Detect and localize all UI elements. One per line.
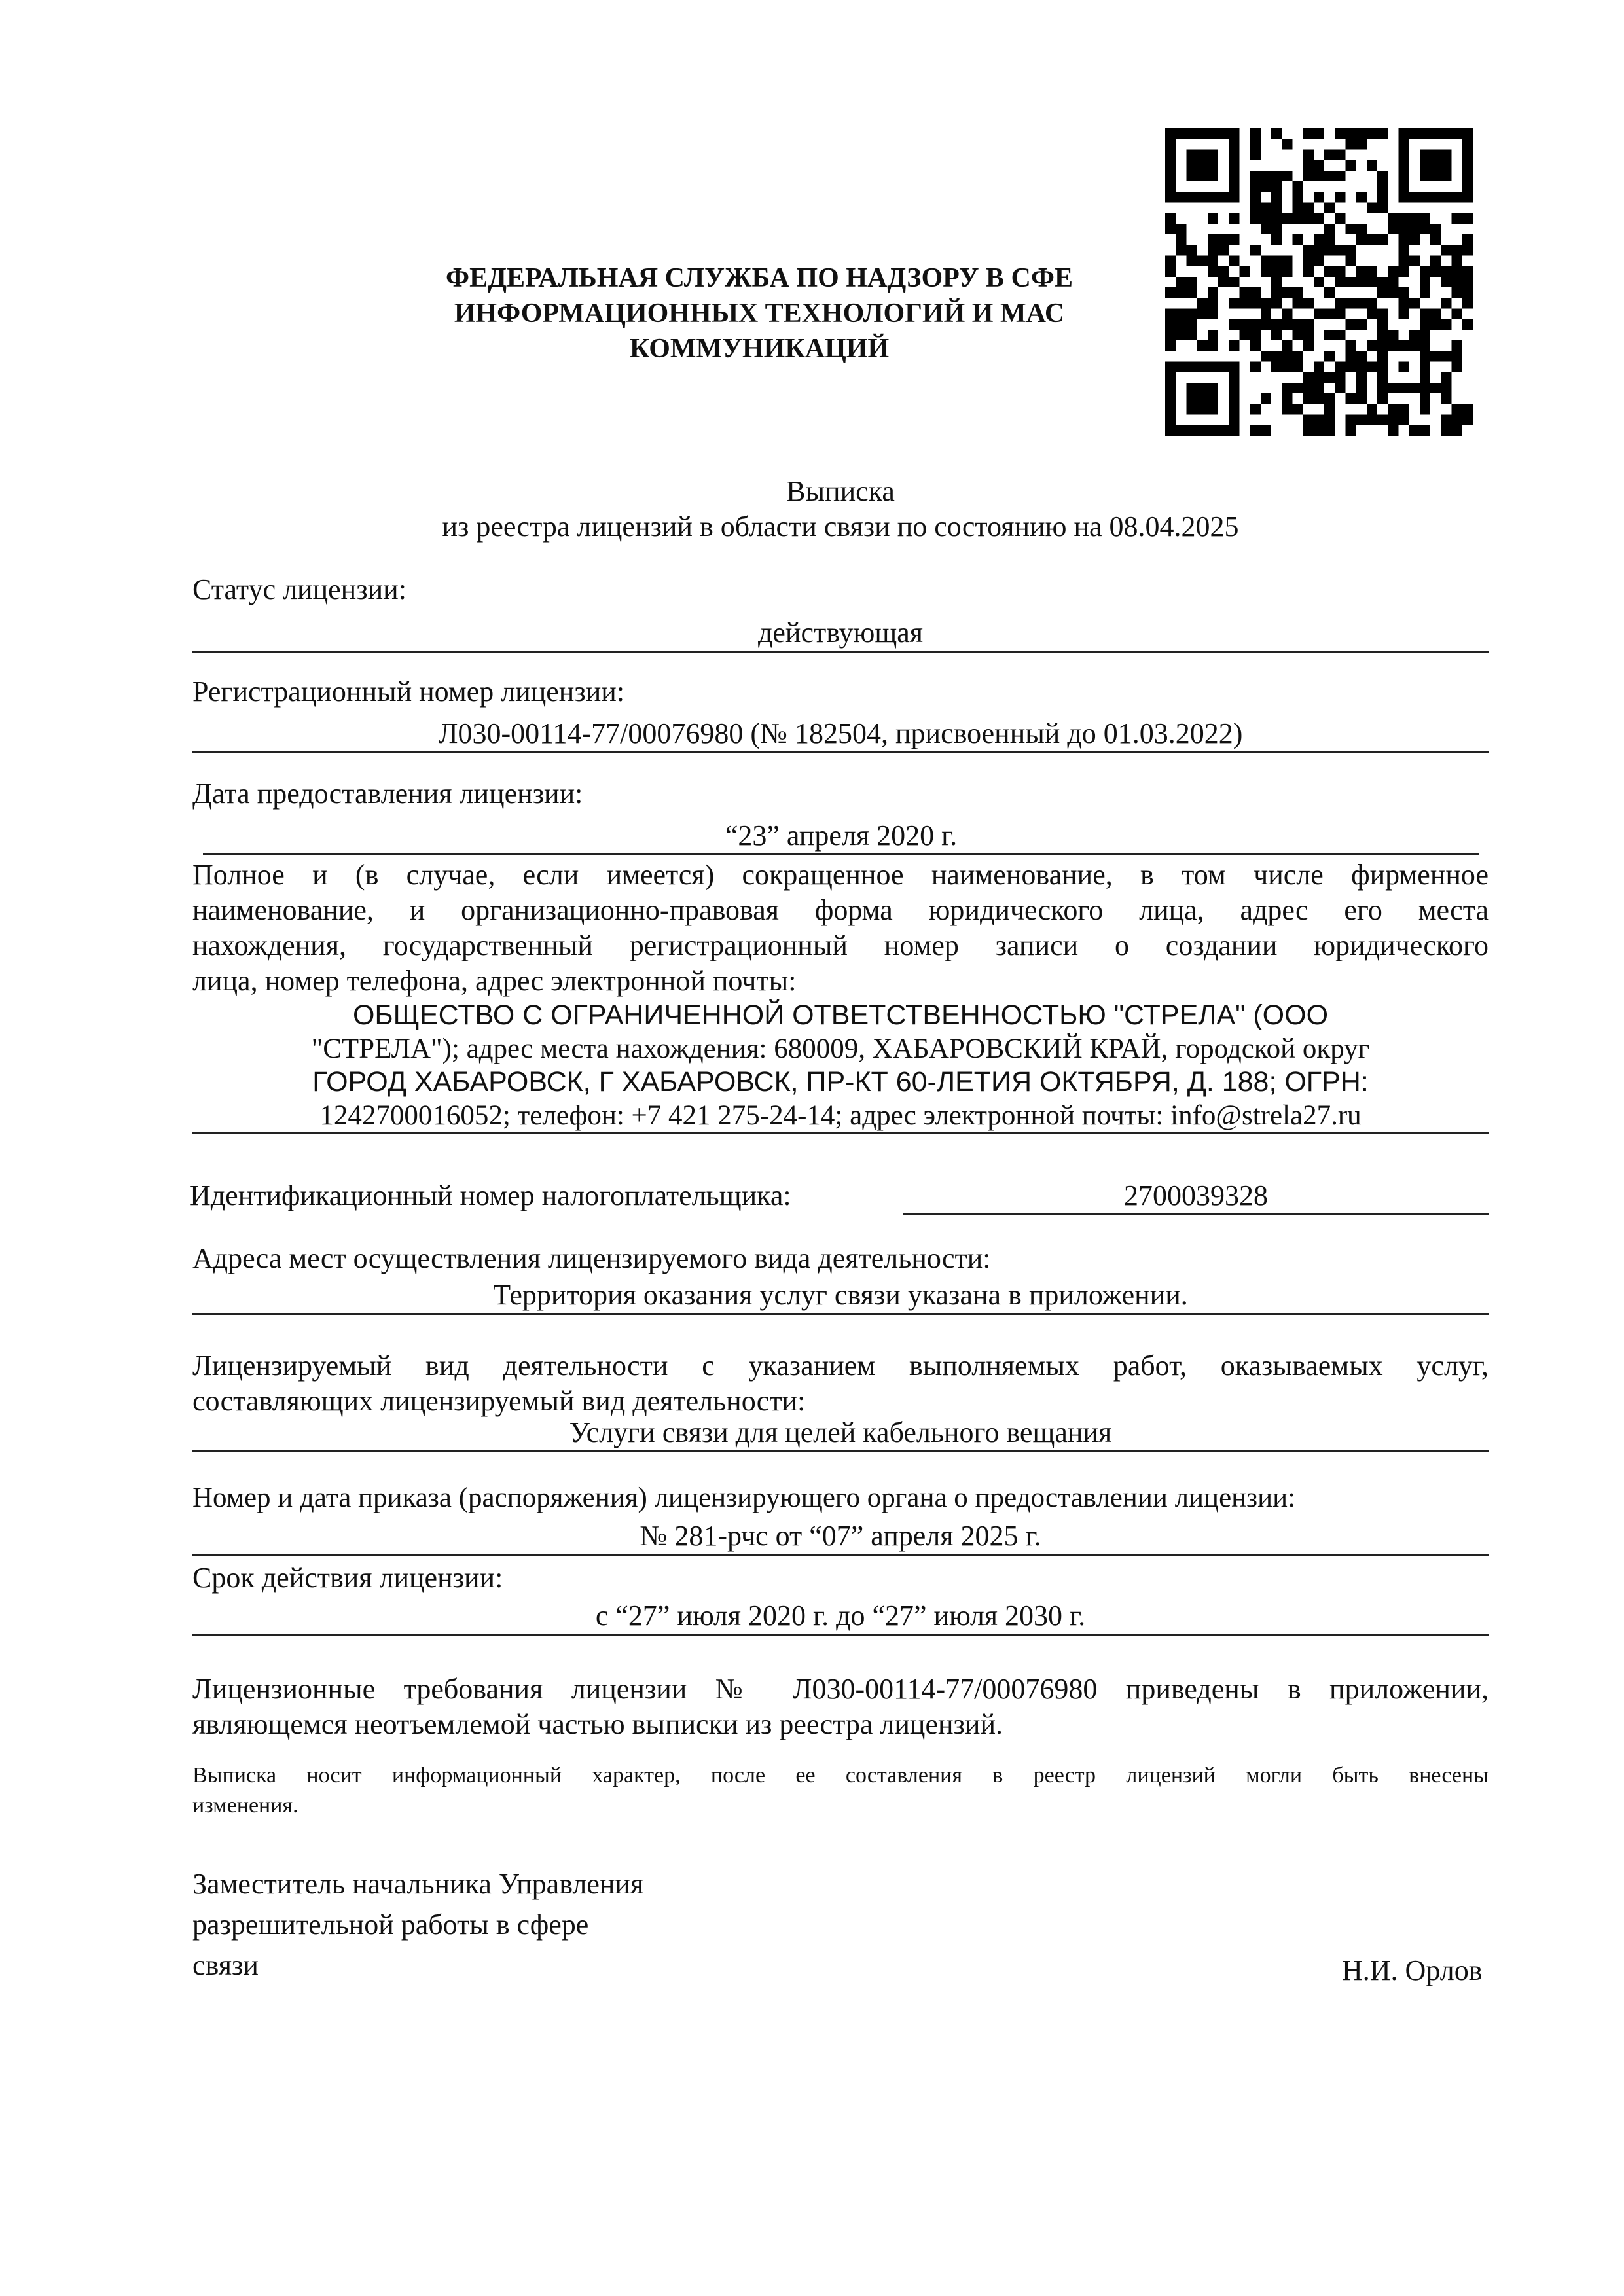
inn-value: 2700039328 [903, 1178, 1489, 1215]
note-line-1: Выписка носит информационный характер, после ее составления в реестр лицензий могли быть внесены [192, 1763, 1489, 1787]
document-subtitle: из реестра лицензий в области связи по состоянию на 08.04.2025 [442, 511, 1239, 543]
signer-position-line-3: связи [192, 1949, 259, 1981]
order-label: Номер и дата приказа (распоряжения) лицензирующего органа о предоставлении лицензии: [192, 1482, 1296, 1513]
informational-note [192, 1761, 1489, 1821]
signer-name: Н.И. Орлов [1342, 1954, 1483, 1986]
signer-position-line-1: Заместитель начальника Управления [192, 1868, 644, 1900]
org-line-3: ГОРОД ХАБАРОВСК, Г ХАБАРОВСК, ПР-КТ 60-ЛЕТИЯ ОКТЯБРЯ, Д. 188; ОГРН: [312, 1066, 1369, 1098]
agency-name [393, 260, 1126, 367]
regnum-label: Регистрационный номер лицензии: [192, 675, 625, 708]
term-label: Срок действия лицензии: [192, 1562, 503, 1594]
org-line-2: "СТРЕЛА"); адрес места нахождения: 680009, ХАБАРОВСКИЙ КРАЙ, городской округ [311, 1033, 1370, 1064]
agency-line-1: ФЕДЕРАЛЬНАЯ СЛУЖБА ПО НАДЗОРУ В СФЕ [446, 263, 1073, 293]
fullname-label [192, 857, 1489, 999]
requirements-line-1: Лицензионные требования лицензии № Л030-00114-77/00076980 приведены в приложении, [192, 1673, 1489, 1705]
term-value: с “27” июля 2020 г. до “27” июля 2030 г. [192, 1598, 1489, 1636]
agency-line-2: ИНФОРМАЦИОННЫХ ТЕХНОЛОГИЙ И МАС [454, 298, 1065, 329]
activity-value: Услуги связи для целей кабельного вещания [192, 1415, 1489, 1452]
signer-position-line-2: разрешительной работы в сфере [192, 1909, 589, 1941]
org-line-4: 1242700016052; телефон: +7 421 275-24-14; адрес электронной почты: info@strela27.ru [319, 1100, 1362, 1131]
date-label: Дата предоставления лицензии: [192, 778, 583, 810]
address-value: Территория оказания услуг связи указана в приложении. [192, 1278, 1489, 1315]
agency-line-3: КОММУНИКАЦИЙ [629, 334, 890, 364]
requirements-line-2: являющемся неотъемлемой частью выписки из реестра лицензий. [192, 1708, 1003, 1740]
fullname-label-line-3: нахождения, государственный регистрационный номер записи о создании юридического [192, 929, 1489, 961]
requirements-text [192, 1672, 1489, 1742]
document-title: Выписка [786, 475, 895, 507]
order-value: № 281-рчс от “07” апреля 2025 г. [192, 1518, 1489, 1556]
address-label: Адреса мест осуществления лицензируемого вида деятельности: [192, 1242, 991, 1274]
qr-code-icon [1165, 128, 1473, 436]
org-line-1: ОБЩЕСТВО С ОГРАНИЧЕННОЙ ОТВЕТСТВЕННОСТЬЮ "СТРЕЛА" (ООО [352, 999, 1329, 1031]
organization-details [192, 999, 1489, 1134]
note-line-2: изменения. [192, 1793, 298, 1818]
activity-label-line-1: Лицензируемый вид деятельности с указанием выполняемых работ, оказываемых услуг, [192, 1350, 1489, 1382]
activity-label [192, 1348, 1489, 1419]
date-value: “23” апреля 2020 г. [203, 818, 1479, 855]
activity-label-line-2: составляющих лицензируемый вид деятельности: [192, 1385, 806, 1417]
signer-position [192, 1864, 643, 1986]
fullname-label-line-1: Полное и (в случае, если имеется) сокращенное наименование, в том числе фирменное [192, 859, 1489, 891]
status-value: действующая [192, 615, 1489, 653]
fullname-label-line-2: наименование, и организационно-правовая форма юридического лица, адрес его места [192, 894, 1489, 926]
fullname-label-line-4: лица, номер телефона, адрес электронной почты: [192, 965, 797, 997]
inn-label: Идентификационный номер налогоплательщика: [190, 1179, 791, 1211]
regnum-value: Л030-00114-77/00076980 (№ 182504, присвоенный до 01.03.2022) [192, 716, 1489, 753]
status-label: Статус лицензии: [192, 573, 406, 605]
